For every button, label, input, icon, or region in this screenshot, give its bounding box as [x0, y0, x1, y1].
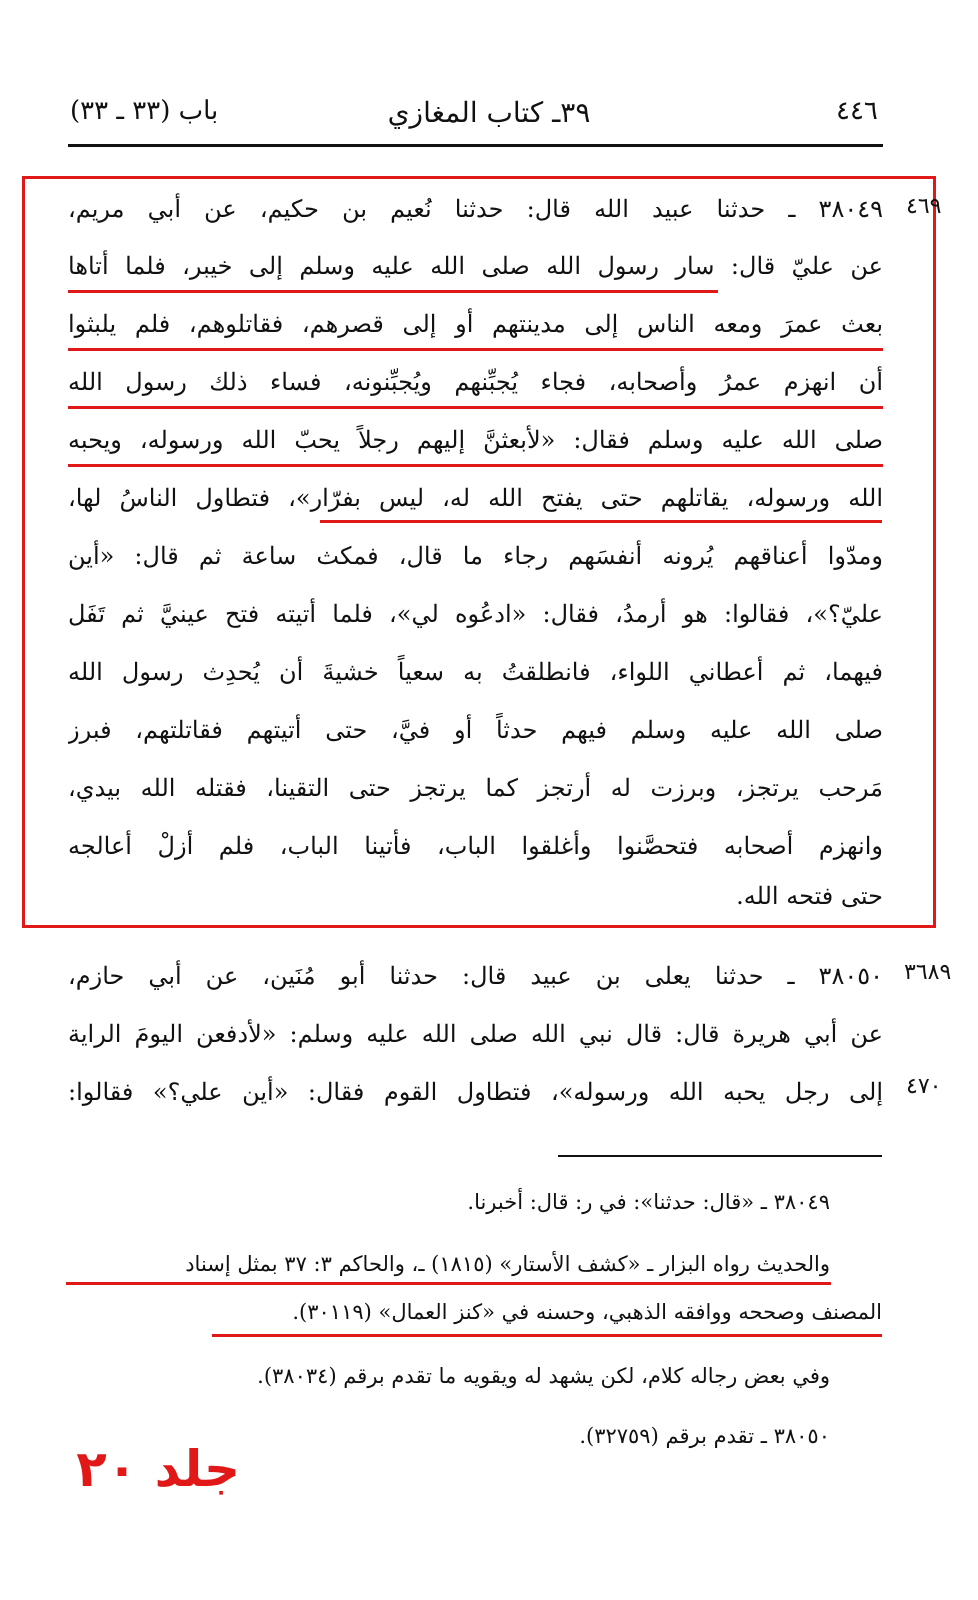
hadith-38050-line: عن أبي هريرة قال: قال نبي الله صلى الله عليه وسلم: «لأدفعن اليومَ الراية	[68, 1020, 883, 1048]
red-underline	[66, 1282, 831, 1285]
hadith-38049-line: الله ورسوله، يقاتلهم حتى يفتح الله له، ليس بفرّار»، فتطاول الناسُ لها،	[68, 484, 883, 512]
hadith-38049-line: صلى الله عليه وسلم فيهم حدثاً أو فيَّ، حتى أتيتهم فقاتلتهم، فبرز	[68, 716, 883, 744]
chapter-label: باب (٣٣ ـ ٣٣)	[70, 96, 219, 126]
hadith-38049-line: فيهما، ثم أعطاني اللواء، فانطلقتُ به سعياً خشيةَ أن يُحدِث رسول الله	[68, 658, 883, 686]
hadith-38049-line: ٣٨٠٤٩ ـ حدثنا عبيد الله قال: حدثنا نُعيم بن حكيم، عن أبي مريم،	[68, 195, 883, 223]
red-underline	[68, 348, 883, 351]
hadith-38049-line: صلى الله عليه وسلم فقال: «لأبعثنَّ إليهم رجلاً يحبّ الله ورسوله، ويحبه	[68, 426, 883, 454]
hadith-38050-line: ٣٨٠٥٠ ـ حدثنا يعلى بن عبيد قال: حدثنا أبو مُنَين، عن أبي حازم،	[68, 962, 883, 990]
red-underline	[320, 520, 882, 523]
red-underline	[212, 1334, 882, 1337]
hadith-38049-line: مَرحب يرتجز، وبرزت له أرتجز كما يرتجز حتى التقينا، فقتله الله بيدي،	[68, 774, 883, 802]
margin-ref: ٤٦٩	[906, 194, 942, 219]
footnote-line: والحديث رواه البزار ـ «كشف الأستار» (١٨١٥) ـ، والحاكم ٣: ٣٧ بمثل إسناد	[185, 1252, 830, 1276]
volume-label: جلد ٢٠	[76, 1440, 240, 1498]
page-number: ٤٤٦	[836, 96, 878, 126]
red-underline	[68, 406, 883, 409]
footnote-line: المصنف وصححه ووافقه الذهبي، وحسنه في «كنز العمال» (٣٠١١٩).	[292, 1300, 882, 1324]
margin-ref: ٣٦٨٩	[904, 960, 952, 985]
footnote-line: ٣٨٠٤٩ ـ «قال: حدثنا»: في ر: قال: أخبرنا.	[467, 1190, 830, 1214]
red-underline	[68, 464, 883, 467]
margin-ref: ٤٧٠	[906, 1074, 942, 1099]
hadith-38049-line: حتى فتحه الله.	[736, 882, 883, 910]
book-title: ٣٩ـ كتاب المغازي	[387, 96, 591, 129]
footnote-rule	[558, 1155, 882, 1157]
hadith-38049-line: وانهزم أصحابه فتحصَّنوا وأغلقوا الباب، فأتينا الباب، فلم أزلْ أعالجه	[68, 832, 883, 860]
hadith-38050-line: إلى رجل يحبه الله ورسوله»، فتطاول القوم فقال: «أين علي؟» فقالوا:	[68, 1078, 883, 1106]
hadith-38049-line: عن عليّ قال: سار رسول الله صلى الله عليه وسلم إلى خيبر، فلما أتاها	[68, 252, 883, 280]
header-rule	[68, 144, 883, 147]
hadith-38049-line: عليّ؟»، فقالوا: هو أرمدُ، فقال: «ادعُوه لي»، فلما أتيته فتح عينيَّ ثم تَفَل	[68, 600, 883, 628]
hadith-38049-line: بعث عمرَ ومعه الناس إلى مدينتهم أو إلى قصرهم، فقاتلوهم، فلم يلبثوا	[68, 310, 883, 338]
red-underline	[68, 290, 718, 293]
footnote-line: وفي بعض رجاله كلام، لكن يشهد له ويقويه ما تقدم برقم (٣٨٠٣٤).	[257, 1364, 830, 1388]
hadith-38049-line: أن انهزم عمرُ وأصحابه، فجاء يُجبِّنهم ويُجبِّنونه، فساء ذلك رسول الله	[68, 368, 883, 396]
hadith-38049-line: ومدّوا أعناقهم يُرونه أنفسَهم رجاء ما قال، فمكث ساعة ثم قال: «أين	[68, 542, 883, 570]
footnote-line: ٣٨٠٥٠ ـ تقدم برقم (٣٢٧٥٩).	[579, 1424, 830, 1448]
